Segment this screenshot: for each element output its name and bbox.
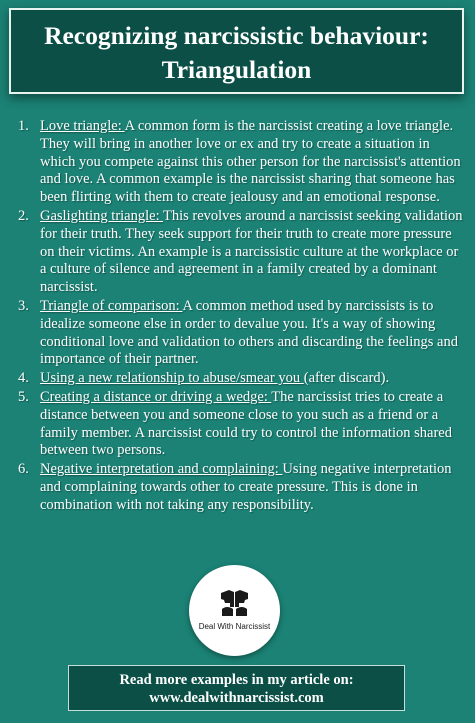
item-label: Using a new relationship to abuse/smear you	[40, 370, 304, 387]
title-box	[9, 8, 464, 94]
item-label: Negative interpretation and complaining:	[40, 461, 283, 478]
logo	[189, 565, 280, 656]
item-text: (after discard).	[303, 370, 390, 387]
page-subtitle: Triangulation	[161, 55, 312, 84]
item-number: 4.	[18, 370, 29, 387]
two-faces-silhouette-icon	[220, 589, 249, 617]
item-label: Creating a distance or driving a wedge:	[40, 388, 272, 405]
item-label: Triangle of comparison:	[40, 297, 183, 314]
page-title: Recognizing narcissistic behaviour:	[44, 21, 429, 50]
item-number: 2.	[18, 207, 29, 224]
item-number: 6.	[18, 461, 29, 478]
logo-text: Deal With Narcissist	[198, 622, 271, 631]
item-label: Love triangle:	[40, 118, 125, 134]
item-label: Gaslighting triangle:	[40, 207, 163, 224]
item-text: The narcissist tries to create a distance between you and someone close to you such as a friend or a family member. A narcissist could try to control the information shared between two persons.	[40, 388, 452, 459]
footer-box	[68, 665, 405, 711]
list-item	[18, 370, 464, 388]
list-item	[18, 389, 464, 460]
item-number: 3.	[18, 297, 29, 314]
item-number: 1.	[18, 118, 29, 134]
item-text: A common form is the narcissist creating a love triangle. They will bring in another love or ex and try to create a situation in which you compete against this other person for the narcissist's attention and love. A common example is the narcissist sharing that someone has been flirting with them to create jealousy and an emotional response.	[40, 118, 461, 206]
item-text: Using negative interpretation and complaining towards other to create pressure. This is done in combination with not taking any responsibility.	[40, 461, 452, 513]
website-link[interactable]: www.dealwithnarcissist.com	[149, 690, 324, 706]
triangulation-list	[18, 118, 464, 516]
list-item	[18, 298, 464, 369]
footer-text: Read more examples in my article on:	[119, 672, 354, 688]
list-item	[18, 461, 464, 514]
list-item	[18, 118, 464, 207]
list-item	[18, 208, 464, 297]
item-text: A common method used by narcissists is to idealize someone else in order to devalue you. It's a way of showing conditional love and validation to others and discarding the feelings and importance of their partner.	[40, 297, 458, 368]
item-number: 5.	[18, 388, 29, 405]
item-text: This revolves around a narcissist seeking validation for their truth. They seek support for their truth to create more pressure on their victims. An example is a narcissistic culture at the workplace or a culture of silence and agreement in a family created by a dominant narcissist.	[40, 207, 463, 296]
